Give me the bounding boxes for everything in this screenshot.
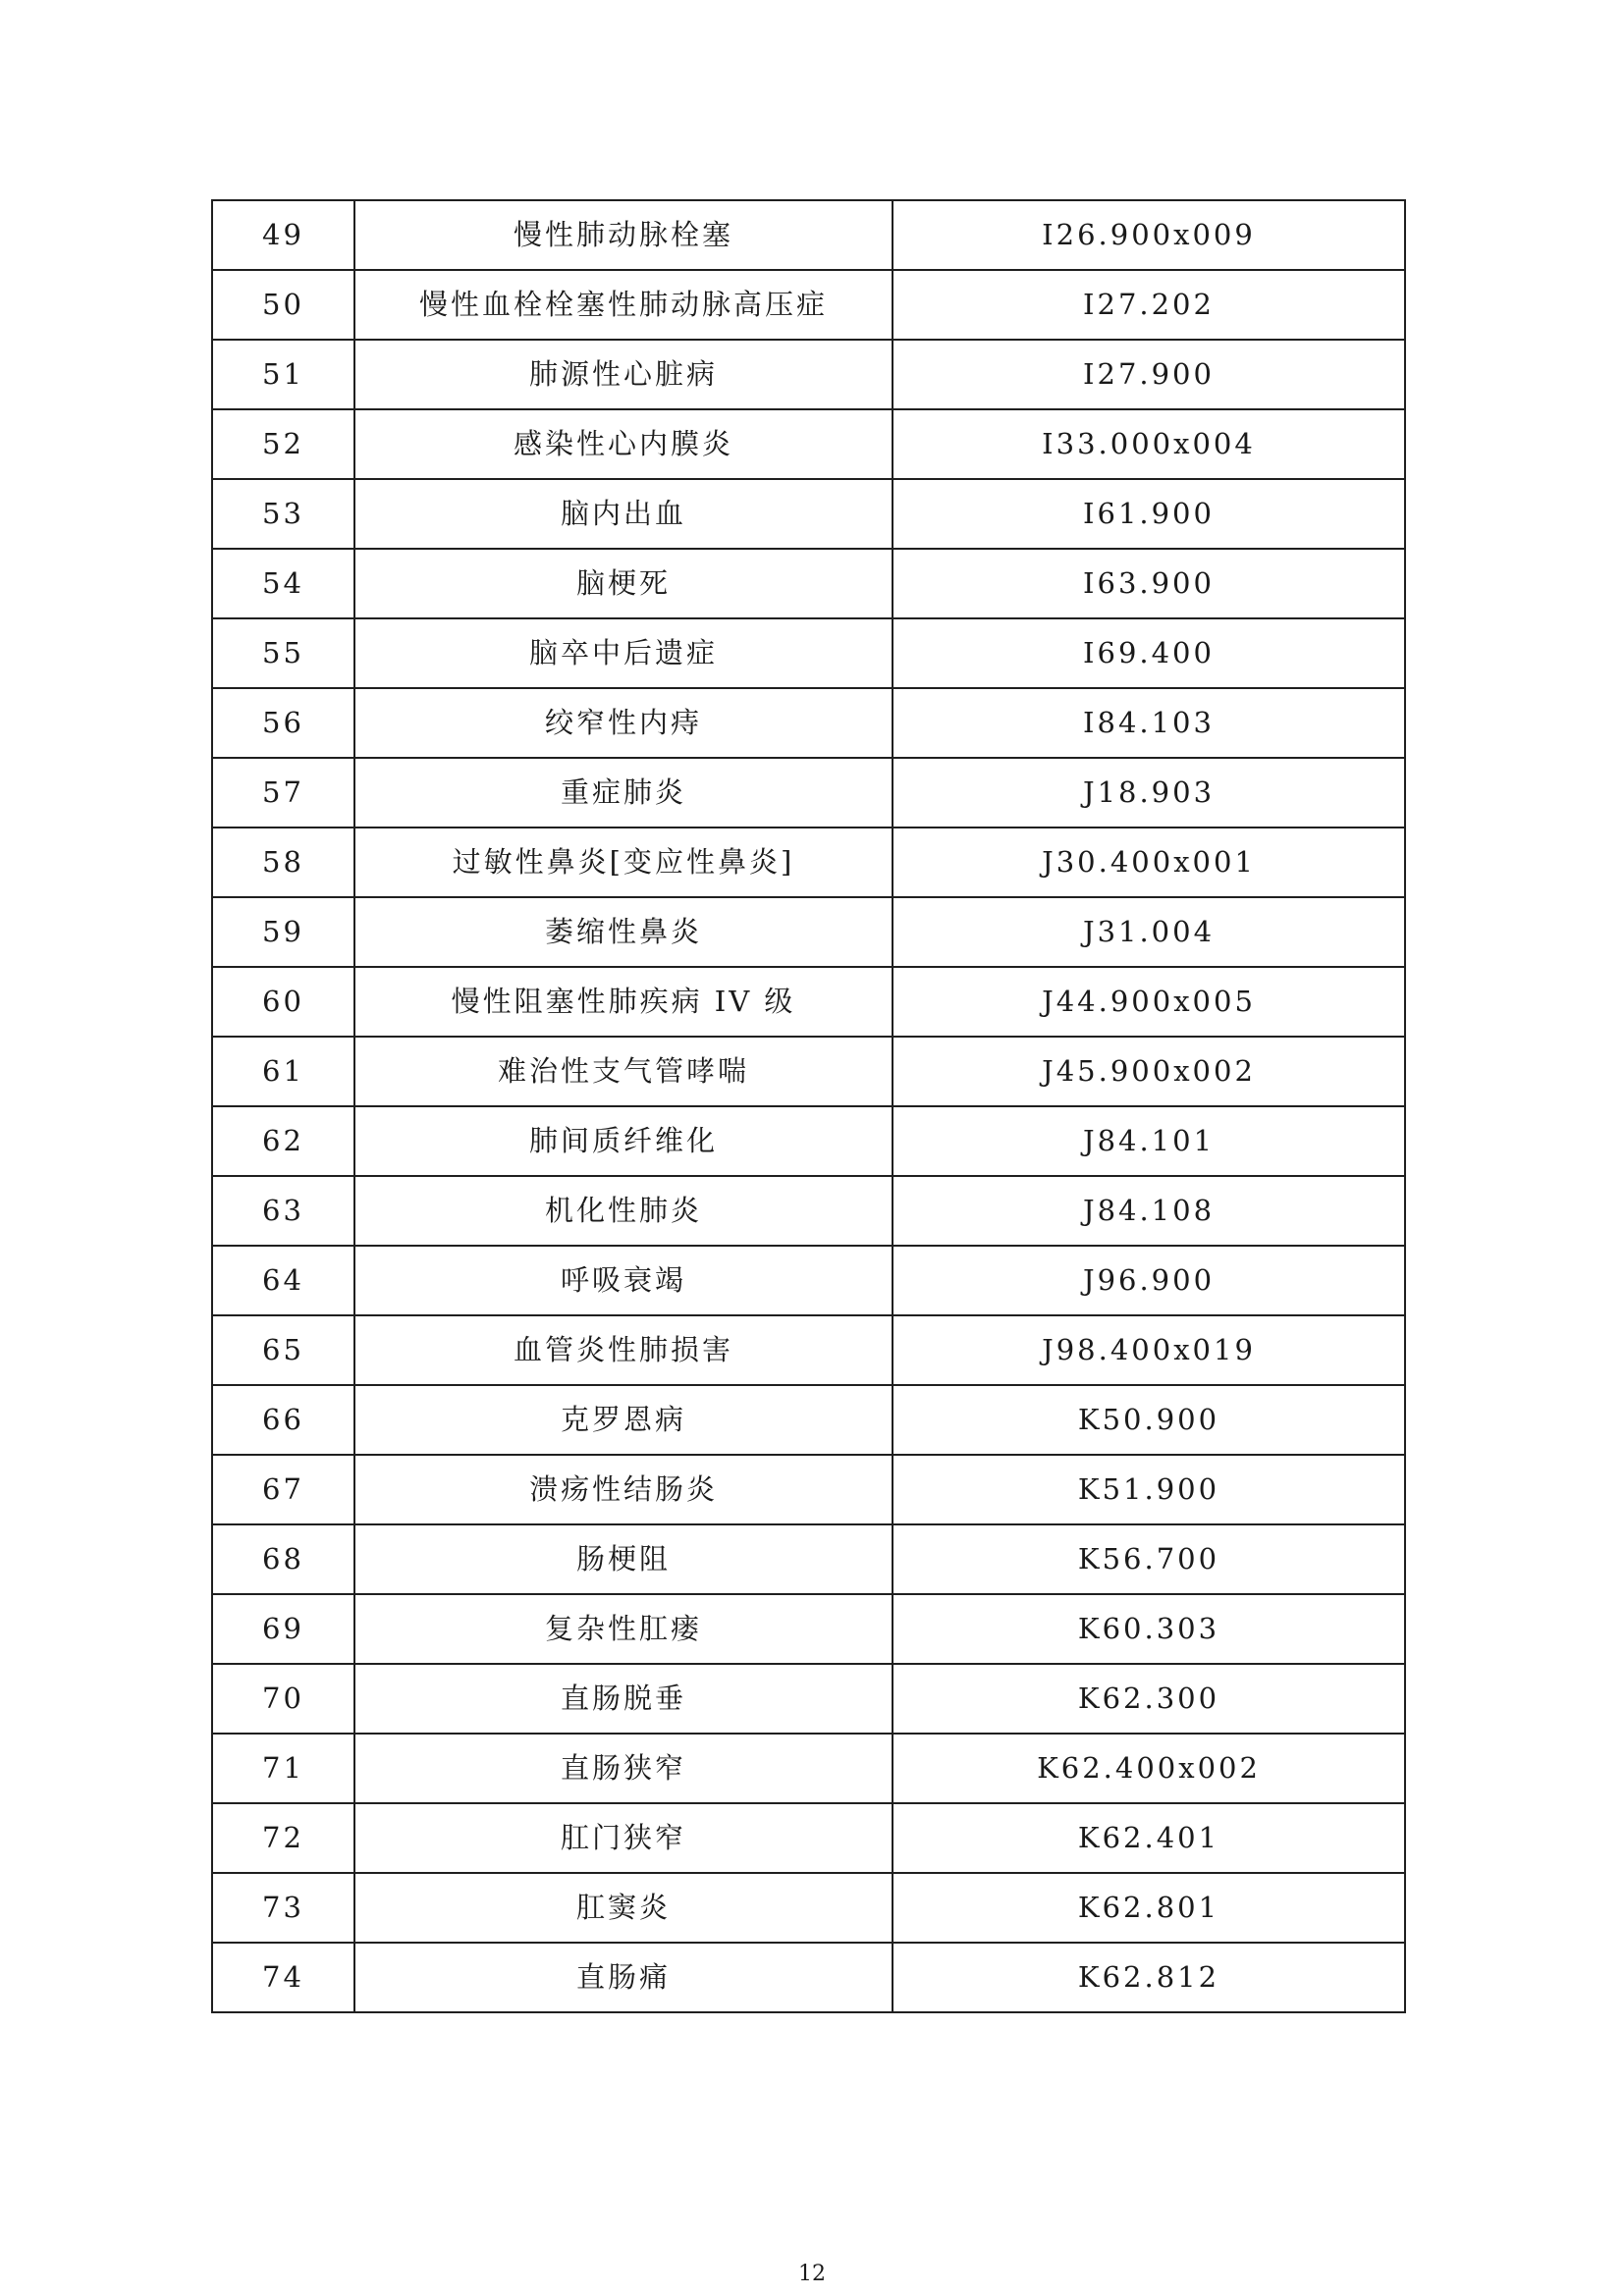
disease-code-cell: J31.004 [893, 897, 1405, 967]
table-row [212, 479, 1405, 549]
row-number-cell: 57 [212, 758, 354, 828]
row-number-cell: 55 [212, 618, 354, 688]
disease-name-cell: 呼吸衰竭 [354, 1246, 893, 1315]
disease-name-cell: 肛门狭窄 [354, 1803, 893, 1873]
row-number-cell: 64 [212, 1246, 354, 1315]
disease-name-cell: 溃疡性结肠炎 [354, 1455, 893, 1524]
table-row [212, 1455, 1405, 1524]
disease-name-cell: 脑卒中后遗症 [354, 618, 893, 688]
disease-code-cell: I84.103 [893, 688, 1405, 758]
disease-code-cell: K62.400x002 [893, 1734, 1405, 1803]
row-number-cell: 52 [212, 409, 354, 479]
disease-name-cell: 直肠狭窄 [354, 1734, 893, 1803]
disease-name-cell: 脑梗死 [354, 549, 893, 618]
table-row [212, 1943, 1405, 2012]
disease-name-cell: 难治性支气管哮喘 [354, 1037, 893, 1106]
table-row [212, 1594, 1405, 1664]
table-row [212, 1734, 1405, 1803]
disease-name-cell: 重症肺炎 [354, 758, 893, 828]
row-number-cell: 69 [212, 1594, 354, 1664]
row-number-cell: 58 [212, 828, 354, 897]
disease-code-cell: K62.401 [893, 1803, 1405, 1873]
row-number-cell: 51 [212, 340, 354, 409]
disease-code-cell: J98.400x019 [893, 1315, 1405, 1385]
row-number-cell: 53 [212, 479, 354, 549]
disease-name-cell: 绞窄性内痔 [354, 688, 893, 758]
disease-code-cell: J84.101 [893, 1106, 1405, 1176]
row-number-cell: 50 [212, 270, 354, 340]
disease-code-cell: K62.812 [893, 1943, 1405, 2012]
disease-code-cell: I26.900x009 [893, 200, 1405, 270]
disease-code-table [211, 199, 1406, 2013]
disease-name-cell: 慢性阻塞性肺疾病 IV 级 [354, 967, 893, 1037]
disease-code-cell: I69.400 [893, 618, 1405, 688]
row-number-cell: 56 [212, 688, 354, 758]
disease-name-cell: 过敏性鼻炎[变应性鼻炎] [354, 828, 893, 897]
table-row [212, 1246, 1405, 1315]
disease-name-cell: 慢性血栓栓塞性肺动脉高压症 [354, 270, 893, 340]
row-number-cell: 71 [212, 1734, 354, 1803]
page-number: 12 [798, 2262, 826, 2286]
disease-name-cell: 克罗恩病 [354, 1385, 893, 1455]
disease-name-cell: 肺间质纤维化 [354, 1106, 893, 1176]
disease-code-cell: J96.900 [893, 1246, 1405, 1315]
table-body [212, 200, 1405, 2012]
table-row [212, 409, 1405, 479]
disease-code-cell: I27.900 [893, 340, 1405, 409]
row-number-cell: 61 [212, 1037, 354, 1106]
disease-code-cell: J45.900x002 [893, 1037, 1405, 1106]
table-row [212, 1385, 1405, 1455]
row-number-cell: 68 [212, 1524, 354, 1594]
row-number-cell: 66 [212, 1385, 354, 1455]
disease-code-cell: J84.108 [893, 1176, 1405, 1246]
row-number-cell: 54 [212, 549, 354, 618]
row-number-cell: 70 [212, 1664, 354, 1734]
disease-code-cell: I61.900 [893, 479, 1405, 549]
disease-name-cell: 复杂性肛瘘 [354, 1594, 893, 1664]
disease-code-cell: K62.801 [893, 1873, 1405, 1943]
disease-code-cell: J30.400x001 [893, 828, 1405, 897]
disease-name-cell: 直肠痛 [354, 1943, 893, 2012]
table-row [212, 1037, 1405, 1106]
disease-name-cell: 肛窦炎 [354, 1873, 893, 1943]
disease-code-cell: J18.903 [893, 758, 1405, 828]
table-row [212, 549, 1405, 618]
table-row [212, 688, 1405, 758]
table-row [212, 1664, 1405, 1734]
disease-name-cell: 肺源性心脏病 [354, 340, 893, 409]
table-row [212, 270, 1405, 340]
row-number-cell: 65 [212, 1315, 354, 1385]
row-number-cell: 60 [212, 967, 354, 1037]
table-row [212, 1315, 1405, 1385]
disease-code-cell: I33.000x004 [893, 409, 1405, 479]
table-row [212, 200, 1405, 270]
disease-name-cell: 血管炎性肺损害 [354, 1315, 893, 1385]
row-number-cell: 63 [212, 1176, 354, 1246]
disease-name-cell: 脑内出血 [354, 479, 893, 549]
table-row [212, 758, 1405, 828]
table-row [212, 618, 1405, 688]
disease-code-cell: K62.300 [893, 1664, 1405, 1734]
row-number-cell: 49 [212, 200, 354, 270]
disease-code-cell: K51.900 [893, 1455, 1405, 1524]
table-row [212, 1176, 1405, 1246]
row-number-cell: 62 [212, 1106, 354, 1176]
table-row [212, 1524, 1405, 1594]
disease-name-cell: 肠梗阻 [354, 1524, 893, 1594]
table-row [212, 340, 1405, 409]
table-row [212, 967, 1405, 1037]
disease-name-cell: 机化性肺炎 [354, 1176, 893, 1246]
table-row [212, 1873, 1405, 1943]
row-number-cell: 72 [212, 1803, 354, 1873]
disease-name-cell: 慢性肺动脉栓塞 [354, 200, 893, 270]
table-row [212, 1106, 1405, 1176]
row-number-cell: 73 [212, 1873, 354, 1943]
table-row [212, 828, 1405, 897]
row-number-cell: 67 [212, 1455, 354, 1524]
row-number-cell: 74 [212, 1943, 354, 2012]
disease-code-cell: K56.700 [893, 1524, 1405, 1594]
disease-name-cell: 感染性心内膜炎 [354, 409, 893, 479]
disease-code-cell: K60.303 [893, 1594, 1405, 1664]
disease-code-cell: K50.900 [893, 1385, 1405, 1455]
disease-code-cell: I63.900 [893, 549, 1405, 618]
disease-name-cell: 直肠脱垂 [354, 1664, 893, 1734]
row-number-cell: 59 [212, 897, 354, 967]
table-row [212, 1803, 1405, 1873]
table-row [212, 897, 1405, 967]
disease-code-cell: I27.202 [893, 270, 1405, 340]
disease-code-cell: J44.900x005 [893, 967, 1405, 1037]
disease-name-cell: 萎缩性鼻炎 [354, 897, 893, 967]
